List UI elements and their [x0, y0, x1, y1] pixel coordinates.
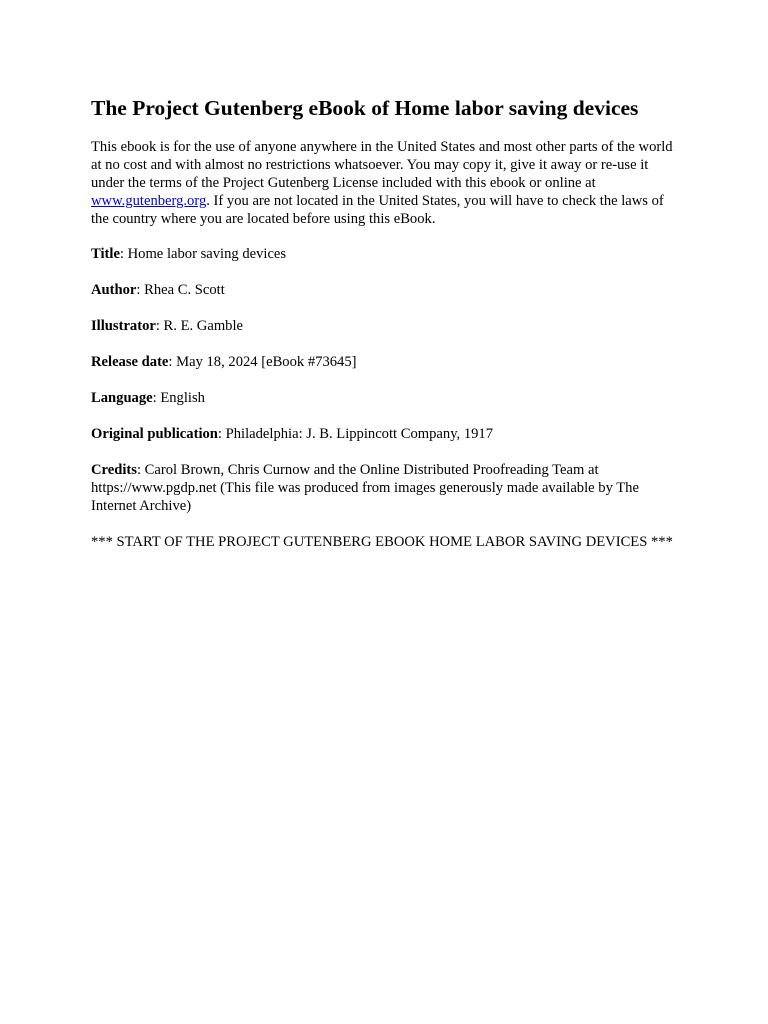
field-value: : Rhea C. Scott — [136, 282, 225, 298]
field-value: : English — [152, 390, 205, 406]
field-release-date — [91, 353, 681, 371]
field-value: : Home labor saving devices — [119, 246, 287, 262]
field-author — [91, 281, 681, 299]
field-value: : Philadelphia: J. B. Lippincott Company, 1917 — [217, 426, 494, 442]
start-marker: *** START OF THE PROJECT GUTENBERG EBOOK HOME LABOR SAVING DEVICES *** — [91, 534, 673, 550]
page-title: The Project Gutenberg eBook of Home labor saving devices — [91, 96, 639, 120]
document-page — [91, 94, 681, 551]
field-value: : May 18, 2024 [eBook #73645] — [168, 354, 357, 370]
field-language — [91, 389, 681, 407]
field-label: Language — [91, 390, 153, 406]
field-label: Title — [91, 246, 120, 262]
intro-text-end: . If you are not located in the United States, you will have to check the laws of the country where you are located before using this eBook. — [91, 193, 664, 227]
field-label: Release date — [91, 354, 169, 370]
field-label: Original publication — [91, 426, 218, 442]
intro-text-start: This ebook is for the use of anyone anywhere in the United States and most other parts of the world at no cost and with almost no restrictions whatsoever. You may copy it, give it away or re-use it under the terms of the Project Gutenberg License included with this ebook or online at — [91, 139, 673, 191]
intro-paragraph — [91, 138, 681, 228]
field-label: Author — [91, 282, 137, 298]
field-label: Credits — [91, 462, 137, 478]
field-original-publication — [91, 425, 681, 443]
field-credits — [91, 461, 681, 515]
field-value: : Carol Brown, Chris Curnow and the Online Distributed Proofreading Team at https://www.pgdp.net (This file was produced from images generously made available by The Internet Archive) — [91, 462, 639, 514]
field-illustrator — [91, 317, 681, 335]
field-title — [91, 245, 681, 263]
field-value: : R. E. Gamble — [155, 318, 244, 334]
field-label: Illustrator — [91, 318, 156, 334]
gutenberg-link[interactable]: www.gutenberg.org — [91, 193, 207, 209]
